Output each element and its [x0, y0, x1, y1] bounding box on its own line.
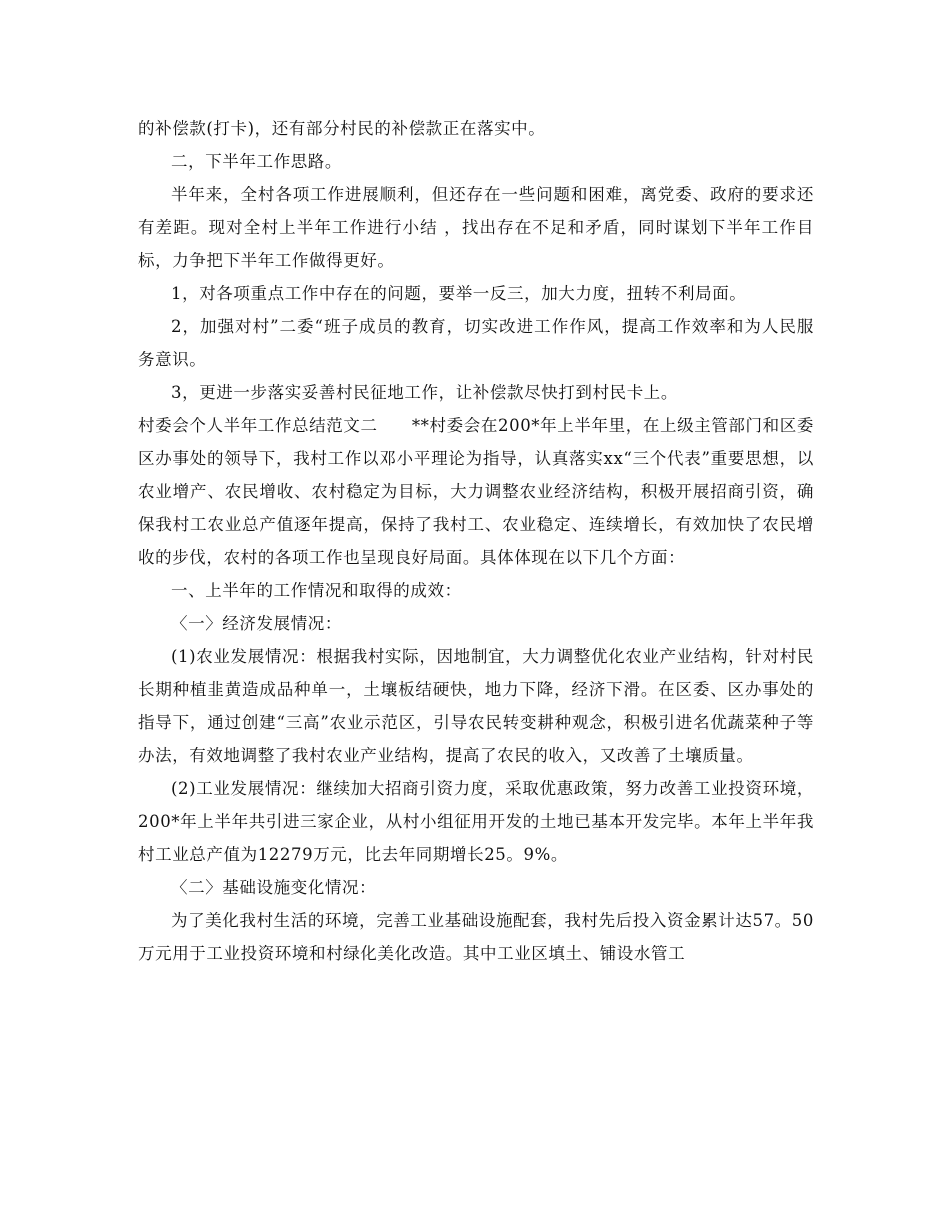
subsection-heading-economy: 〈一〉经济发展情况：	[171, 614, 342, 633]
section-heading-first-half-results: 一、上半年的工作情况和取得的成效：	[171, 581, 462, 600]
list-item-3: 3，更进一步落实妥善村民征地工作，让补偿款尽快打到村民卡上。	[171, 383, 678, 402]
list-item-1: 1，对各项重点工作中存在的问题，要举一反三，加大力度，扭转不利局面。	[171, 284, 747, 303]
paragraph-agriculture: (1)农业发展情况：根据我村实际，因地制宜，大力调整优化农业产业结构，针对村民长期种植韭黄造成品种单一，土壤板结硬快，地力下降，经济下滑。在区委、区办事处的指导下，通过创建“三高”农业示范区，引导农民转变耕种观念，积极引进名优蔬菜种子等办法，有效地调整了我村农业产业结构，提高了农民的收入，又改善了土壤质量。	[138, 647, 814, 765]
paragraph-industry: (2)工业发展情况：继续加大招商引资力度，采取优惠政策，努力改善工业投资环境，200*年上半年共引进三家企业，从村小组征用开发的土地已基本开发完毕。本年上半年我村工业总产值为12279万元，比去年同期增长25。9%。	[138, 779, 814, 864]
section-heading-second-half-plan: 二，下半年工作思路。	[171, 152, 342, 171]
document-body	[138, 112, 814, 970]
subsection-heading-infrastructure: 〈二〉基础设施变化情况：	[171, 878, 377, 897]
paragraph-half-year-summary: 半年来，全村各项工作进展顺利，但还存在一些问题和困难，离党委、政府的要求还有差距。现对全村上半年工作进行小结 ，找出存在不足和矛盾，同时谋划下半年工作目标，力争把下半年工作做得更好。	[138, 185, 814, 270]
list-item-2: 2，加强对村”二委“班子成员的教育，切实改进工作作风，提高工作效率和为人民服务意识。	[138, 317, 814, 369]
paragraph-infrastructure: 为了美化我村生活的环境，完善工业基础设施配套，我村先后投入资金累计达57。50万元用于工业投资环境和村绿化美化改造。其中工业区填土、铺设水管工	[138, 911, 814, 963]
paragraph-sample-two-intro: 村委会个人半年工作总结范文二 **村委会在200*年上半年里，在上级主管部门和区委区办事处的领导下，我村工作以邓小平理论为指导，认真落实xx“三个代表”重要思想，以农业增产、农民增收、农村稳定为目标，大力调整农业经济结构，积极开展招商引资，确保我村工农业总产值逐年提高，保持了我村工、农业稳定、连续增长，有效加快了农民增收的步伐，农村的各项工作也呈现良好局面。具体体现在以下几个方面：	[138, 416, 814, 567]
paragraph-compensation-note: 的补偿款(打卡)，还有部分村民的补偿款正在落实中。	[138, 119, 546, 138]
